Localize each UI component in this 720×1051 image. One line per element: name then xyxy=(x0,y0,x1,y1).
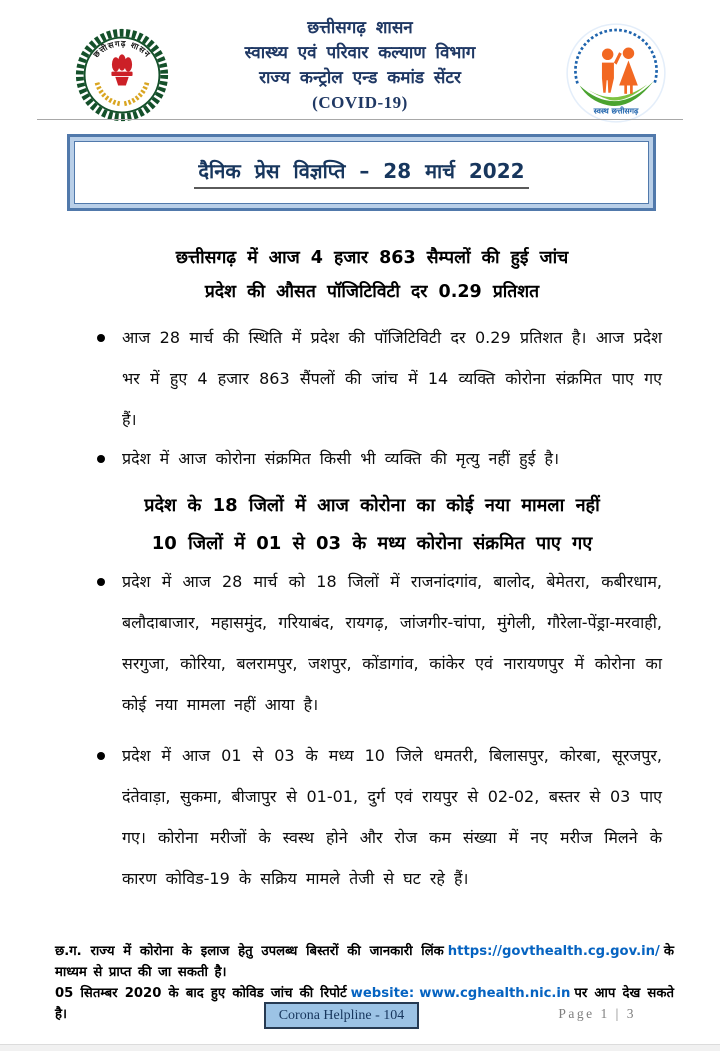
govthealth-link[interactable]: https://govthealth.cg.gov.in/ xyxy=(447,944,660,959)
bullet-item-districts-no-cases xyxy=(97,561,662,725)
chhattisgarh-government-seal-icon xyxy=(72,27,172,123)
bullet-item-no-deaths xyxy=(97,438,662,479)
seal-arc-text: छत्तीसगढ़ शासन xyxy=(91,38,153,60)
org-line-covid: (COVID-19) xyxy=(312,93,408,112)
bullet-dot-icon xyxy=(97,752,105,760)
bullet-dot-icon xyxy=(97,578,105,586)
footer-note2-text: 05 सितम्बर 2020 के बाद हुए कोविड जांच की रिपोर्ट xyxy=(55,986,347,1001)
bullet-item-positivity xyxy=(97,317,662,440)
org-line-department: स्वास्थ्य एवं परिवार कल्याण विभाग xyxy=(244,43,476,63)
bullet-item-districts-cases xyxy=(97,735,662,899)
section1-heading-line1: छत्तीसगढ़ में आज 4 हजार 863 सैम्पलों की हुई जांच xyxy=(175,248,569,268)
bullet-dot-icon xyxy=(97,455,105,463)
cghealth-website-link[interactable]: website: www.cghealth.nic.in xyxy=(350,986,571,1001)
footer-note2-text-end: पर आप देख सकते है। xyxy=(55,986,674,1022)
footer-note-beds xyxy=(55,941,674,983)
section1-heading-line2: प्रदेश की औसत पॉजिटिविटी दर 0.29 प्रतिशत xyxy=(204,282,540,302)
footer-note1-text-end: के माध्यम से प्राप्त की जा सकती है। xyxy=(55,944,674,980)
footer-note1-text: छ.ग. राज्य में कोरोना के इलाज हेतु उपलब्ध बिस्तरों की जानकारी लिंक xyxy=(55,944,444,959)
org-line-government: छत्तीसगढ़ शासन xyxy=(307,18,413,38)
title-banner xyxy=(67,134,656,211)
org-line-center: राज्य कन्ट्रोल एन्ड कमांड सेंटर xyxy=(259,68,461,88)
corona-helpline-badge xyxy=(264,1002,419,1029)
bullet-dot-icon xyxy=(97,334,105,342)
section2-heading xyxy=(92,487,652,563)
page-number: Page 1 | 3 xyxy=(558,1006,636,1021)
bullet-text: प्रदेश में आज 01 से 03 के मध्य 10 जिले धमतरी, बिलासपुर, कोरबा, सूरजपुर, दंतेवाड़ा, सुकमा, बीजापुर से 01-01, दुर्ग एवं रायपुर से 02-02, बस्तर से 03 पाए गए। कोरोना मरीजों के स्वस्थ होने और रोज कम संख्या में नए मरीज मिलने के कारण कोविड-19 के सक्रिय मामले तेजी से घट रहे हैं। xyxy=(122,746,662,888)
swasth-chhattisgarh-logo-icon xyxy=(563,21,669,125)
bullet-text: प्रदेश में आज 28 मार्च को 18 जिलों में राजनांदगांव, बालोद, बेमेतरा, कबीरधाम, बलौदाबाजार, महासमुंद, गरियाबंद, रायगढ़, जांजगीर-चांपा, मुंगेली, गौरेला-पेंड्रा-मरवाही, सरगुजा, कोरिया, बलरामपुर, जशपुर, कोंडागांव, कांकेर एवं नारायणपुर में कोरोना का कोई नया मामला नहीं आया है। xyxy=(122,572,662,714)
page-bottom-edge xyxy=(0,1044,720,1051)
section2-heading-line2: 10 जिलों में 01 से 03 के मध्य कोरोना संक्रमित पाए गए xyxy=(151,533,593,554)
header-divider xyxy=(37,119,683,120)
press-release-title: दैनिक प्रेस विज्ञप्ति – 28 मार्च 2022 xyxy=(194,157,528,189)
department-header xyxy=(185,16,535,115)
logo-bottom-text: स्वस्थ छत्तीसगढ़ xyxy=(593,106,639,116)
bullet-text: आज 28 मार्च की स्थिति में प्रदेश की पॉजिटिविटी दर 0.29 प्रतिशत है। आज प्रदेश भर में हुए 4 हजार 863 सैंपलों की जांच में 14 व्यक्ति कोरोना संक्रमित पाए गए हैं। xyxy=(122,328,662,429)
section1-heading xyxy=(92,241,652,309)
helpline-label: Corona Helpline - 104 xyxy=(278,1007,405,1023)
section2-heading-line1: प्रदेश के 18 जिलों में आज कोरोना का कोई नया मामला नहीं xyxy=(144,495,600,516)
bullet-text: प्रदेश में आज कोरोना संक्रमित किसी भी व्यक्ति की मृत्यु नहीं हुई है। xyxy=(122,449,560,468)
